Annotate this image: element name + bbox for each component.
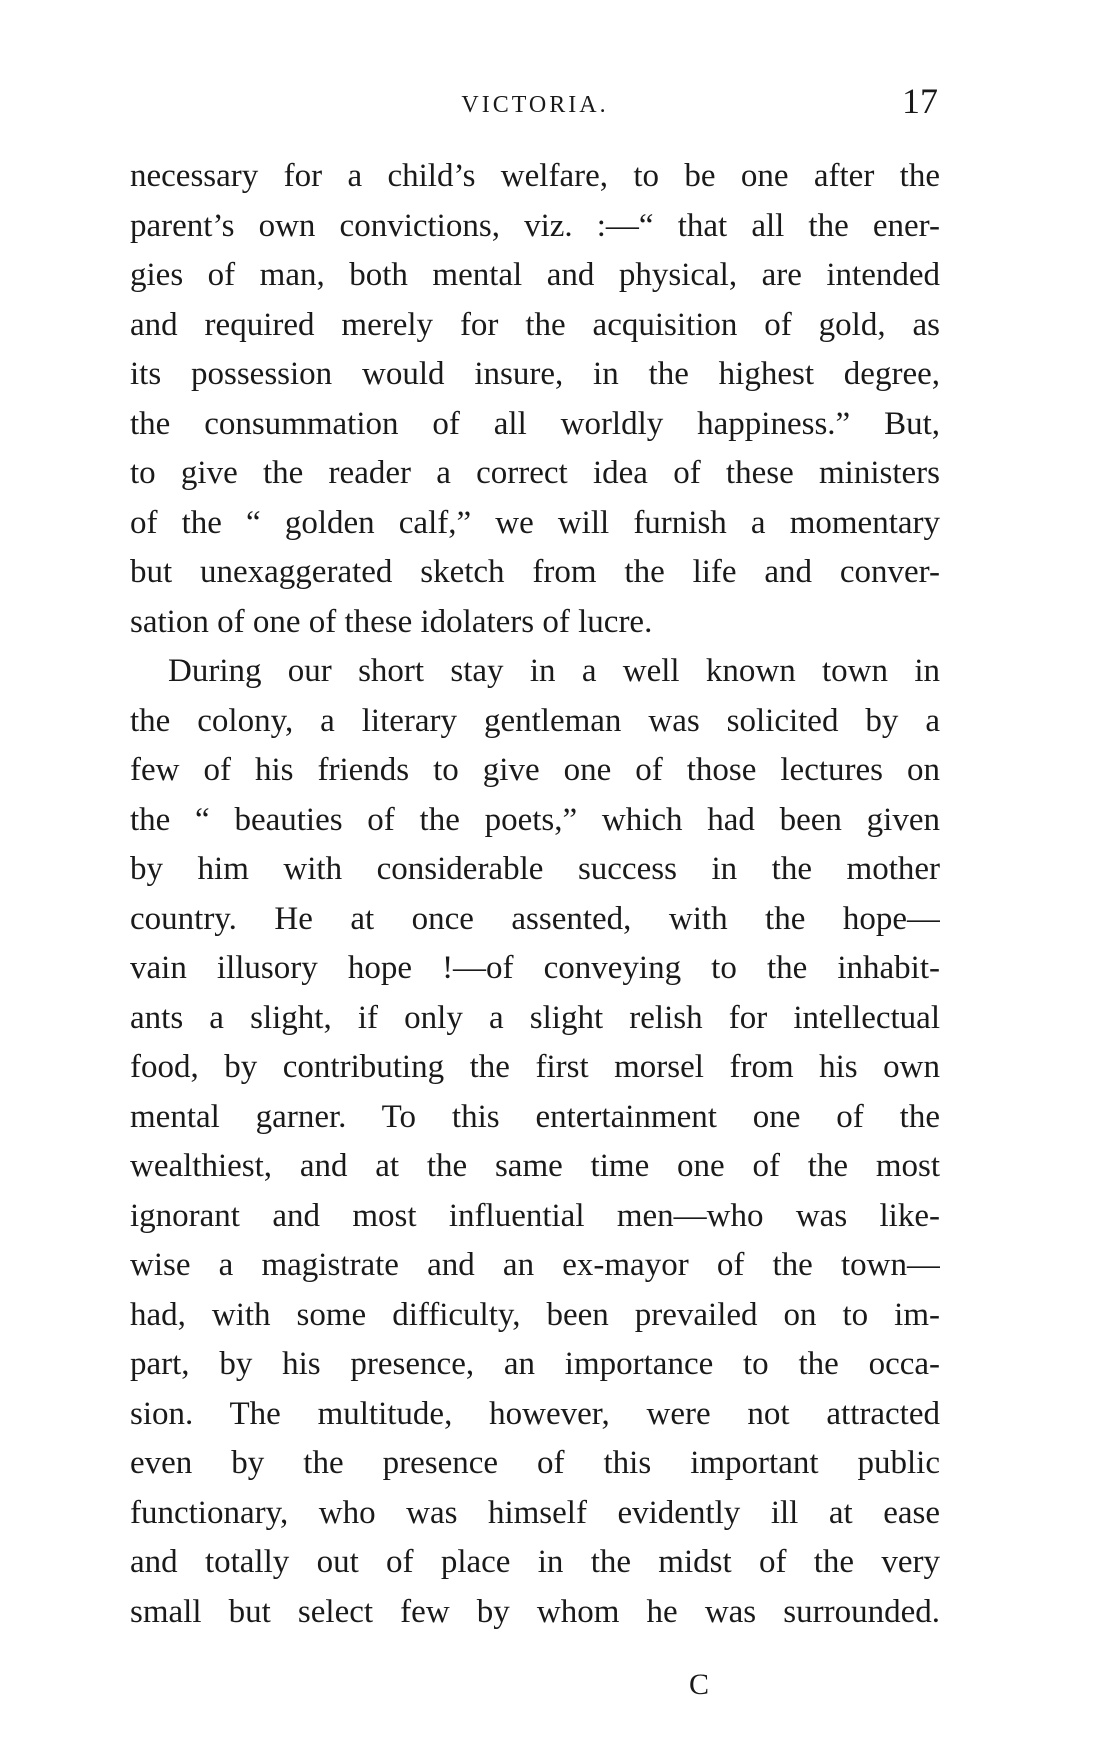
text-line: sion. The multitude, however, were not attracted [130, 1395, 940, 1432]
text-line: its possession would insure, in the highest degree, [130, 356, 940, 392]
body-text [130, 152, 940, 1637]
text-line: functionary, who was himself evidently ill at ease [130, 1494, 940, 1531]
running-title: VICTORIA. [461, 92, 609, 118]
running-head [130, 78, 940, 128]
text-line: parent’s own convictions, viz. :—“ that all the ener- [130, 207, 940, 244]
page-number: 17 [902, 81, 938, 121]
text-line: even by the presence of this important public [130, 1445, 940, 1481]
text-line: had, with some difficulty, been prevailed on to im- [130, 1296, 940, 1333]
text-line: but unexaggerated sketch from the life and conver- [130, 554, 940, 590]
text-line: vain illusory hope !—of conveying to the inhabit- [130, 950, 940, 986]
text-line: gies of man, both mental and physical, are intended [130, 257, 940, 293]
text-line: wealthiest, and at the same time one of the most [130, 1148, 940, 1184]
text-line: sation of one of these idolaters of lucre. [130, 603, 653, 640]
text-line: and totally out of place in the midst of the very [130, 1544, 940, 1580]
text-line: ants a slight, if only a slight relish for intellectual [130, 999, 940, 1036]
text-line: ignorant and most influential men—who was like- [130, 1197, 940, 1234]
text-line: mental garner. To this entertainment one of the [130, 1098, 940, 1135]
text-line: During our short stay in a well known town in [168, 653, 940, 689]
text-line: country. He at once assented, with the hope— [130, 900, 940, 937]
text-line: the “ beauties of the poets,” which had been given [130, 801, 940, 838]
text-line: necessary for a child’s welfare, to be one after the [130, 158, 940, 194]
text-line: wise a magistrate and an ex-mayor of the town— [130, 1247, 940, 1283]
text-line: small but select few by whom he was surrounded. [130, 1593, 940, 1630]
text-line: the colony, a literary gentleman was solicited by a [130, 702, 940, 739]
text-line: and required merely for the acquisition of gold, as [130, 306, 940, 343]
text-line: few of his friends to give one of those lectures on [130, 752, 940, 788]
text-line: part, by his presence, an importance to the occa- [130, 1346, 940, 1382]
text-line: the consummation of all worldly happiness.” But, [130, 405, 940, 442]
text-line: food, by contributing the first morsel from his own [130, 1049, 940, 1085]
signature-mark: C [688, 1668, 709, 1701]
text-line: by him with considerable success in the mother [130, 851, 940, 887]
paragraph-2 [130, 647, 940, 1637]
paragraph-1 [130, 152, 940, 647]
text-line: to give the reader a correct idea of these ministers [130, 455, 940, 491]
text-line: of the “ golden calf,” we will furnish a momentary [130, 504, 940, 541]
